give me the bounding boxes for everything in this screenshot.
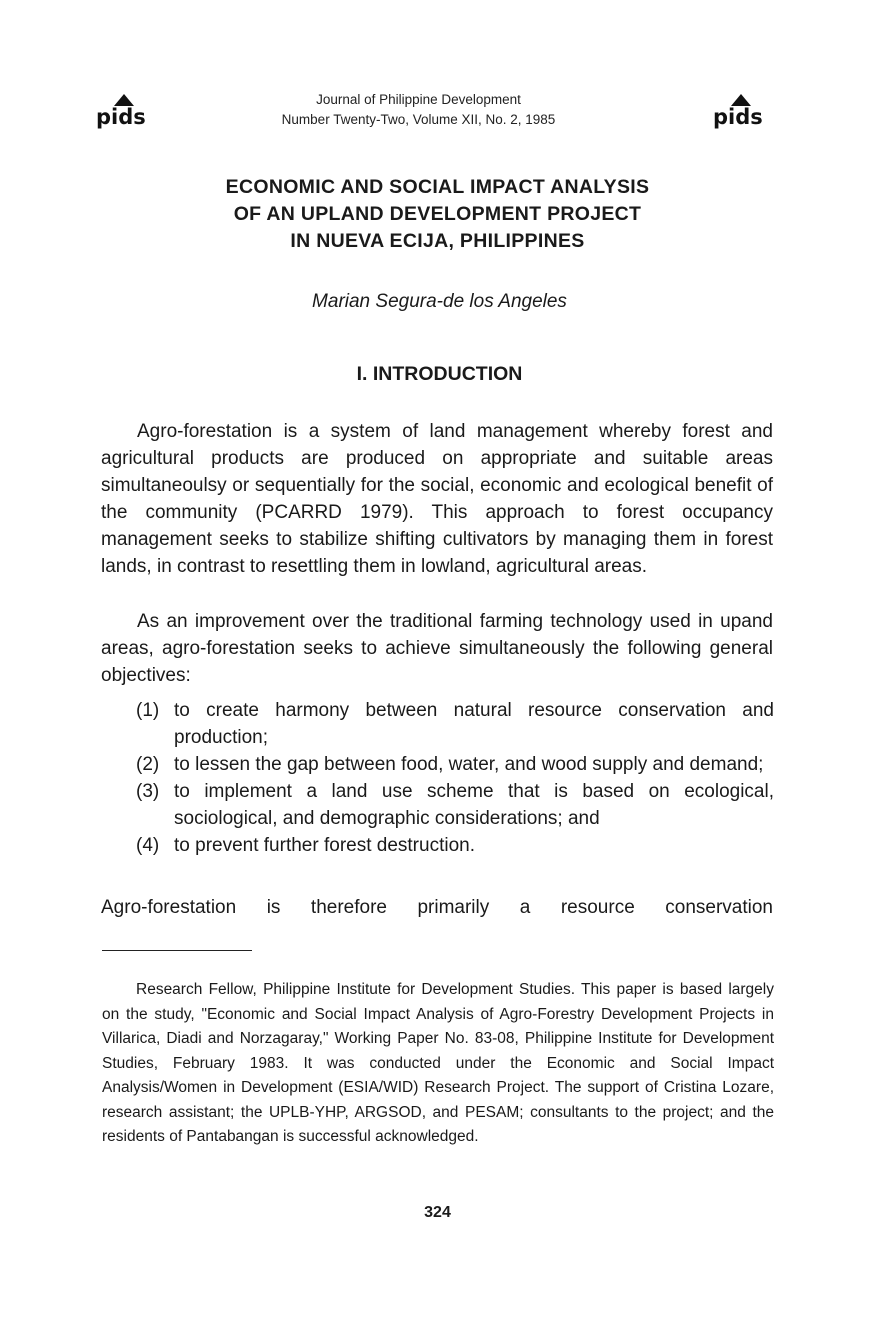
list-item xyxy=(136,832,774,859)
section-heading: I. INTRODUCTION xyxy=(356,363,523,385)
title-line: ECONOMIC AND SOCIAL IMPACT ANALYSIS xyxy=(225,176,650,198)
page-number: 324 xyxy=(424,1204,451,1221)
footnote-divider xyxy=(102,950,252,951)
author-name: Marian Segura-de los Angeles xyxy=(312,291,567,312)
title-line: OF AN UPLAND DEVELOPMENT PROJECT xyxy=(233,203,642,225)
pids-logo-right xyxy=(713,94,773,128)
logo-text: pids xyxy=(96,105,146,129)
list-item-text: to lessen the gap between food, water, and wood supply and demand; xyxy=(174,754,764,775)
logo-text: pids xyxy=(713,105,763,129)
objectives-list xyxy=(136,697,774,859)
closing-line: Agro-forestation is therefore primarily a resource conservation xyxy=(101,897,773,918)
list-item-number: (2) xyxy=(136,754,160,775)
page-number-container xyxy=(0,1202,879,1224)
issue-info: Number Twenty-Two, Volume XII, No. 2, 1985 xyxy=(281,112,556,127)
list-item-text: to implement a land use scheme that is based on ecological, sociological, and demographic considerations; and xyxy=(174,781,774,829)
article-title xyxy=(0,174,879,255)
paragraph-intro: Agro-forestation is a system of land management whereby forest and agricultural products are produced on appropriate and suitable areas simultaneoulsy or sequentially for the social, economic and ecological benefit of the community (PCARRD 1979). This approach to forest occupancy management seeks to stabilize shifting cultivators by managing them in forest lands, in contrast to resettling them in lowland, agricultural areas. xyxy=(101,421,773,577)
list-item xyxy=(136,778,774,832)
list-item xyxy=(136,697,774,751)
list-item-text: to create harmony between natural resource conservation and production; xyxy=(174,700,774,748)
list-item-number: (3) xyxy=(136,781,160,802)
list-item-text: to prevent further forest destruction. xyxy=(174,835,475,856)
paragraph-objectives: As an improvement over the traditional farming technology used in upand areas, agro-forestation seeks to achieve simultaneously the following general objectives: xyxy=(101,611,773,686)
title-line: IN NUEVA ECIJA, PHILIPPINES xyxy=(290,230,585,252)
list-item xyxy=(136,751,774,778)
journal-name: Journal of Philippine Development xyxy=(316,92,521,107)
footnote: Research Fellow, Philippine Institute for Development Studies. This paper is based largely on the study, "Economic and Social Impact Analysis of Agro-Forestry Development Projects in Villarica, Diadi and Norzagaray," Working Paper No. 83-08, Philippine Institute for Development Studies, February 1983. It was conducted under the Economic and Social Impact Analysis/Women in Development (ESIA/WID) Research Project. The support of Cristina Lozare, research assistant; the UPLB-YHP, ARGSOD, and PESAM; consultants to the project; and the residents of Pantabangan is successful acknowledged. xyxy=(102,981,774,1145)
list-item-number: (4) xyxy=(136,835,160,856)
list-item-number: (1) xyxy=(136,700,160,721)
